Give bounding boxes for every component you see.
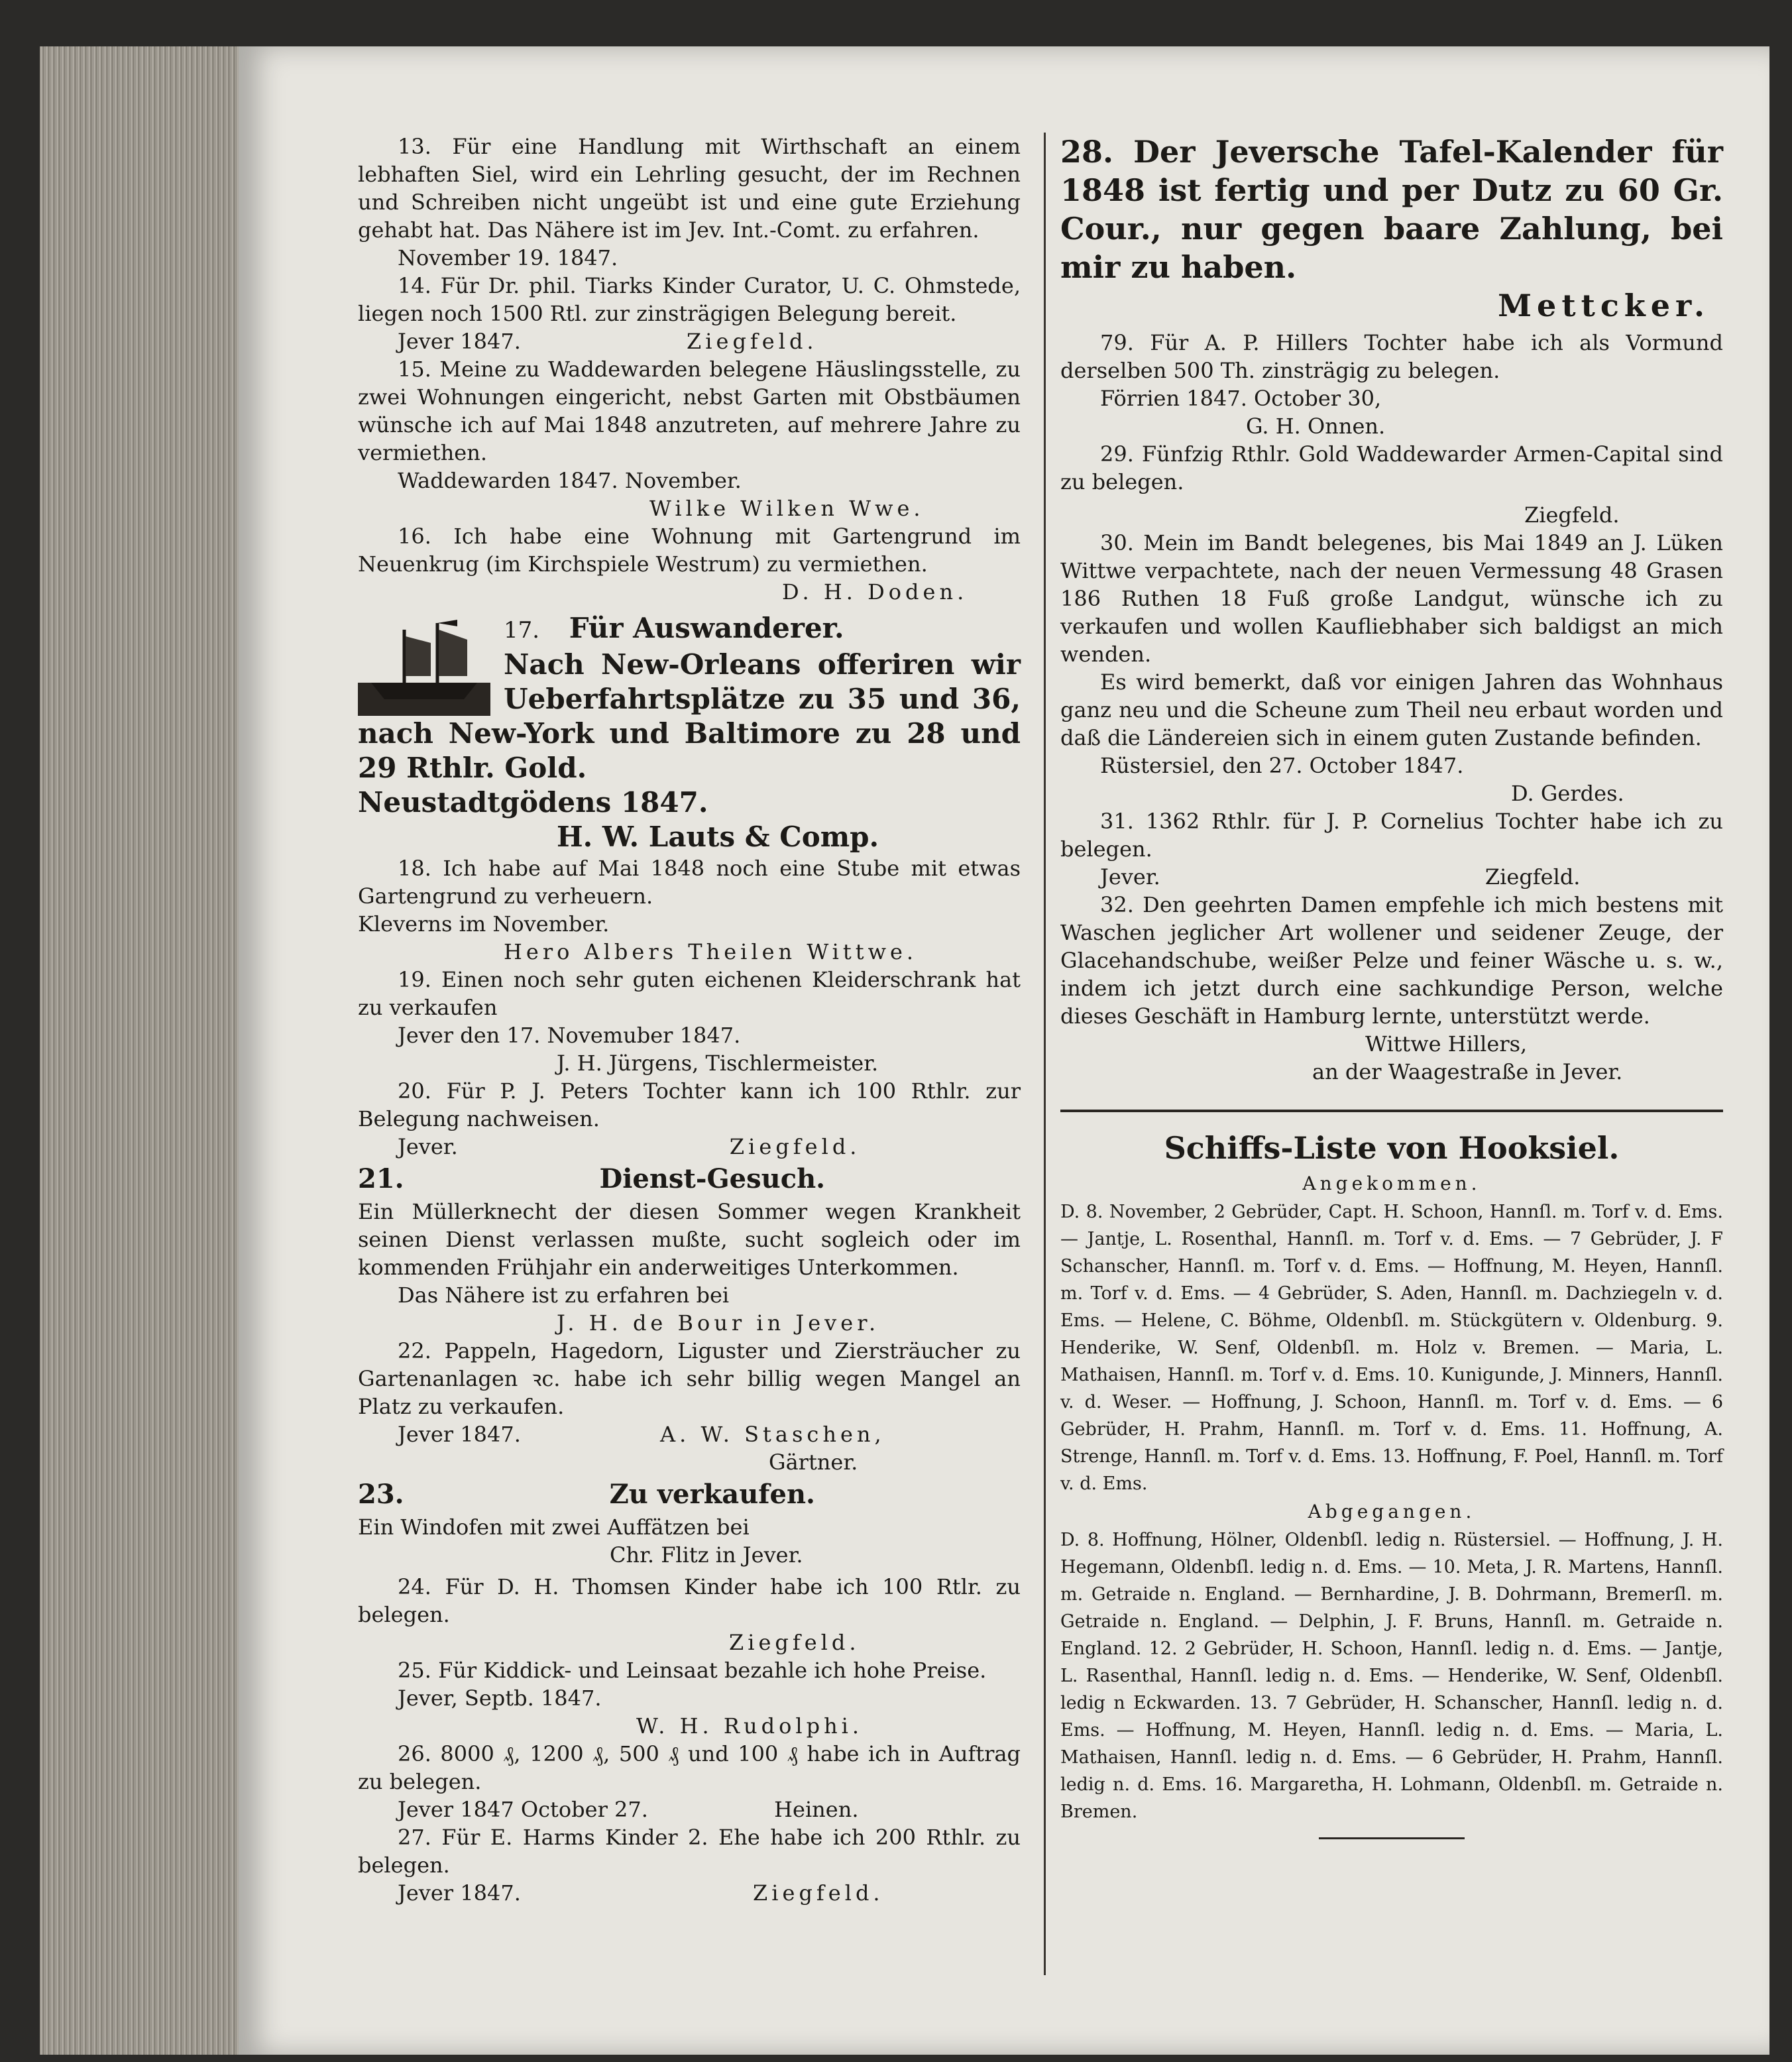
ad-25-signature: W. H. Rudolphi. — [636, 1713, 864, 1739]
ad-29-text: 29. Fünfzig Rthlr. Gold Waddewarder Armen-Capital sind zu belegen. — [1060, 441, 1723, 494]
column-divider — [1044, 133, 1046, 1975]
ad-20-signature: Ziegfeld. — [729, 1134, 861, 1159]
ad-79-text: 79. Für A. P. Hillers Tochter habe ich als Vormund derselben 500 Th. zinsträgig zu belegen. — [1060, 330, 1723, 383]
ad-21-signature: J. H. de Bour in Jever. — [557, 1310, 880, 1336]
ad-26-footer — [358, 1796, 1021, 1823]
newspaper-page — [239, 46, 1769, 2055]
section-rule — [1060, 1110, 1723, 1112]
ad-20-place: Jever. — [398, 1134, 458, 1159]
ad-15-signature: Wilke Wilken Wwe. — [649, 496, 924, 521]
ad-22-signature: A. W. Staschen, — [660, 1422, 885, 1447]
ad-19-text: 19. Einen noch sehr guten eichenen Kleiderschrank hat zu verkaufen — [358, 967, 1021, 1020]
ad-16-signature: D. H. Doden. — [782, 579, 968, 604]
ad-31-signature: Ziegfeld. — [1484, 864, 1581, 889]
ship-list — [1060, 1127, 1723, 1839]
ad-18 — [358, 854, 1021, 966]
ad-17-place: Neustadtgödens 1847. — [358, 786, 708, 819]
ad-29-signature: Ziegfeld. — [1524, 502, 1620, 528]
ad-21 — [358, 1161, 1021, 1337]
ad-32-signature-2: an der Waagestraße in Jever. — [1312, 1059, 1623, 1084]
ad-23-text: Ein Windofen mit zwei Auffätzen bei — [358, 1515, 750, 1540]
ad-17-title: Für Auswanderer. — [569, 612, 844, 644]
ad-31-place: Jever. — [1100, 864, 1160, 889]
sailing-ship-icon — [358, 616, 490, 716]
ad-31 — [1060, 807, 1723, 891]
ad-17-number: 17. — [504, 617, 540, 644]
ad-27-place: Jever 1847. — [398, 1880, 521, 1906]
ad-29 — [1060, 440, 1723, 529]
ad-13 — [358, 133, 1021, 272]
ad-24-text: 24. Für D. H. Thomsen Kinder habe ich 100 Rtlr. zu belegen. — [358, 1574, 1021, 1627]
ad-79 — [1060, 329, 1723, 440]
ad-17-text: Nach New-Orleans offeriren wir Ueberfahrtsplätze zu 35 und 36, nach New-York und Baltimore zu 28 und 29 Rthlr. Gold. — [358, 648, 1021, 784]
ad-27 — [358, 1823, 1021, 1907]
ad-13-date: November 19. 1847. — [398, 245, 618, 270]
ad-23 — [358, 1476, 1021, 1569]
ad-19 — [358, 966, 1021, 1077]
ad-30-text: 30. Mein im Bandt belegenes, bis Mai 1849 an J. Lüken Wittwe verpachtete, nach der neuen Vermessung 48 Grasen 186 Ruthen 18 Fuß große Landgut, wünsche ich zu verkaufen und wollen Kaufliebhaber sich baldigst an mich wenden. — [1060, 530, 1723, 667]
ad-24 — [358, 1573, 1021, 1656]
ad-27-text: 27. Für E. Harms Kinder 2. Ehe habe ich 200 Rthlr. zu belegen. — [358, 1825, 1021, 1878]
ad-21-heading — [358, 1161, 1021, 1198]
ad-25-text: 25. Für Kiddick- und Leinsaat bezahle ich hohe Preise. — [398, 1658, 987, 1683]
ad-21-note: Das Nähere ist zu erfahren bei — [398, 1283, 730, 1308]
ad-22 — [358, 1337, 1021, 1476]
ad-32-text: 32. Den geehrten Damen empfehle ich mich bestens mit Waschen jeglicher Art wollener und seidener Zeuge, der Glacehandschube, weißer Pelze und feiner Wäsche u. s. w., indem ich jetzt durch eine sachkundige Person, welche dieses Geschäft in Hamburg lernte, unterstützt werde. — [1060, 892, 1723, 1029]
ad-16-text: 16. Ich habe eine Wohnung mit Gartengrund im Neuenkrug (im Kirchspiele Westrum) zu vermiethen. — [358, 524, 1021, 577]
ad-26 — [358, 1740, 1021, 1823]
arrived-heading: Angekommen. — [1302, 1173, 1481, 1194]
ad-30-text-2: Es wird bemerkt, daß vor einigen Jahren das Wohnhaus ganz neu und die Scheune zum Theil neu erbaut worden und daß die Ländereien sich in einem guten Zustande befinden. — [1060, 669, 1723, 750]
ad-30-signature: D. Gerdes. — [1511, 781, 1624, 806]
arrived-list: D. 8. November, 2 Gebrüder, Capt. H. Schoon, Hannſl. m. Torf v. d. Ems. — Jantje, L. Rosenthal, Hannſl. m. Torf v. d. Ems. — 7 Gebrüder, J. F Schanscher, Hannſl. m. Torf v. d. Ems. — Hoffnung, M. Heyen, Hannſl. m. Torf v. d. Ems. — 4 Gebrüder, S. Aden, Hannſl. m. Dachziegeln v. d. Ems. — Helene, C. Böhme, Oldenbſl. m. Stückgütern v. Oldenburg. 9. Henderike, W. Senf, Oldenbſl. m. Holz v. Bremen. — Maria, L. Mathaisen, Hannſl. m. Torf v. d. Ems. 10. Kunigunde, J. Minners, Hannſl. v. d. Weser. — Hoffnung, J. Schoon, Hannſl. m. Torf v. d. Ems. — 6 Gebrüder, H. Prahm, Hannſl. m. Torf v. d. Ems. 11. Hoffnung, A. Strenge, Hannſl. m. Torf v. d. Ems. 13. Hoffnung, F. Poel, Hannſl. m. Torf v. d. Ems. — [1060, 1202, 1723, 1494]
ad-22-text: 22. Pappeln, Hagedorn, Liguster und Ziersträucher zu Gartenanlagen ꝛc. habe ich sehr billig wegen Mangel an Platz zu verkaufen. — [358, 1338, 1021, 1419]
ad-15-text: 15. Meine zu Waddewarden belegene Häuslingsstelle, zu zwei Wohnungen eingericht, nebst Garten mit Obstbäumen wünsche ich auf Mai 1848 anzutreten, auf mehrere Jahre zu vermiethen. — [358, 357, 1021, 465]
ad-23-signature: Chr. Flitz in Jever. — [610, 1542, 803, 1568]
ad-19-place: Jever den 17. Novemuber 1847. — [398, 1023, 741, 1048]
end-rule — [1319, 1837, 1465, 1839]
ad-31-footer — [1060, 863, 1723, 891]
ad-14 — [358, 272, 1021, 355]
ad-32 — [1060, 891, 1723, 1086]
ad-27-signature: Ziegfeld. — [753, 1880, 884, 1906]
ad-18-place: Kleverns im November. — [358, 911, 610, 937]
ad-26-text: 26. 8000 ₰, 1200 ₰, 500 ₰ und 100 ₰ habe ich in Auftrag zu belegen. — [358, 1741, 1021, 1794]
ad-14-footer — [358, 327, 1021, 355]
ad-79-place: Förrien 1847. October 30, — [1100, 386, 1382, 411]
book-page-edges — [40, 46, 245, 2055]
ad-21-number: 21. — [358, 1163, 404, 1194]
ad-30 — [1060, 529, 1723, 807]
ad-18-text: 18. Ich habe auf Mai 1848 noch eine Stube mit etwas Gartengrund zu verheuern. — [358, 856, 1021, 909]
ad-14-text: 14. Für Dr. phil. Tiarks Kinder Curator, U. C. Ohmstede, liegen noch 1500 Rtl. zur zinsträgigen Belegung bereit. — [358, 273, 1021, 326]
ad-20-footer — [358, 1133, 1021, 1161]
ad-20 — [358, 1077, 1021, 1161]
ad-17 — [358, 611, 1021, 854]
ad-22-footer — [358, 1420, 1021, 1448]
ad-27-footer — [358, 1879, 1021, 1907]
ad-26-place: Jever 1847 October 27. — [398, 1797, 648, 1822]
ad-18-signature: Hero Albers Theilen Wittwe. — [504, 939, 918, 964]
ad-15-place: Waddewarden 1847. November. — [398, 468, 742, 493]
ad-21-text: Ein Müllerknecht der diesen Sommer wegen Krankheit seinen Dienst verlassen mußte, sucht sogleich oder im kommenden Frühjahr ein anderweitiges Unterkommen. — [358, 1199, 1021, 1280]
ad-25-place: Jever, Septb. 1847. — [398, 1686, 602, 1711]
ad-23-heading — [358, 1476, 1021, 1513]
ad-79-signature: G. H. Onnen. — [1246, 414, 1386, 439]
ad-23-number: 23. — [358, 1479, 404, 1510]
ad-16 — [358, 522, 1021, 606]
ad-28 — [1060, 133, 1723, 325]
ad-25 — [358, 1656, 1021, 1740]
ad-14-signature: Ziegfeld. — [687, 329, 818, 354]
ad-23-title: Zu verkaufen. — [609, 1479, 815, 1510]
ad-31-text: 31. 1362 Rthlr. für J. P. Cornelius Tochter habe ich zu belegen. — [1060, 809, 1723, 862]
ad-22-place: Jever 1847. — [398, 1422, 521, 1447]
ad-17-signature: H. W. Lauts & Comp. — [557, 821, 879, 853]
ad-21-title: Dienst-Gesuch. — [599, 1163, 826, 1194]
ad-15 — [358, 355, 1021, 522]
ad-30-place: Rüstersiel, den 27. October 1847. — [1100, 753, 1464, 778]
ad-14-place: Jever 1847. — [398, 329, 521, 354]
ad-20-text: 20. Für P. J. Peters Tochter kann ich 100 Rthlr. zur Belegung nachweisen. — [358, 1078, 1021, 1131]
ad-32-signature: Wittwe Hillers, — [1365, 1031, 1528, 1057]
ad-28-text: 28. Der Jeversche Tafel-Kalender für 1848 ist fertig und per Dutz zu 60 Gr. Cour., nur gegen baare Zahlung, bei mir zu haben. — [1060, 134, 1723, 285]
ad-24-signature: Ziegfeld. — [729, 1630, 860, 1655]
ad-13-text: 13. Für eine Handlung mit Wirthschaft an einem lebhaften Siel, wird ein Lehrling gesucht, der im Rechnen und Schreiben nicht ungeübt ist und eine gute Erziehung gehabt hat. Das Nähere ist im Jev. Int.-Comt. zu erfahren. — [358, 134, 1021, 243]
departed-list: D. 8. Hoffnung, Hölner, Oldenbſl. ledig n. Rüstersiel. — Hoffnung, J. H. Hegemann, Oldenbſl. ledig n. d. Ems. — 10. Meta, J. R. Martens, Hannſl. m. Getraide n. England. — Bernhardine, J. B. Dohrmann, Bremerſl. m. Getraide n. England. — Delphin, J. F. Bruns, Hannſl. m. Getraide n. England. 12. 2 Gebrüder, H. Schoon, Hannſl. ledig n. d. Ems. — Jantje, L. Rasenthal, Hannſl. ledig n. d. Ems. — Henderike, W. Senf, Oldenbſl. ledig n Eckwarden. 13. 7 Gebrüder, H. Schanscher, Hannſl. ledig n. d. Ems. — Hoffnung, M. Heyen, Hannſl. ledig n. d. Ems. — Maria, L. Mathaisen, Hannſl. ledig n. d. Ems. — 6 Gebrüder, H. Prahm, Hannſl. ledig n. d. Ems. 16. Margaretha, H. Lohmann, Oldenbſl. m. Getraide n. Bremen. — [1060, 1530, 1723, 1822]
departed-heading: Abgegangen. — [1308, 1501, 1476, 1522]
ad-22-signature-2: Gärtner. — [769, 1450, 858, 1475]
ship-list-title: Schiffs-Liste von Hooksiel. — [1164, 1130, 1620, 1166]
ad-19-signature: J. H. Jürgens, Tischlermeister. — [557, 1051, 879, 1076]
ad-28-signature: Mettcker. — [1498, 288, 1710, 323]
right-column — [1060, 133, 1723, 1839]
left-column-inner — [358, 133, 1021, 1907]
ad-26-signature: Heinen. — [774, 1797, 859, 1822]
